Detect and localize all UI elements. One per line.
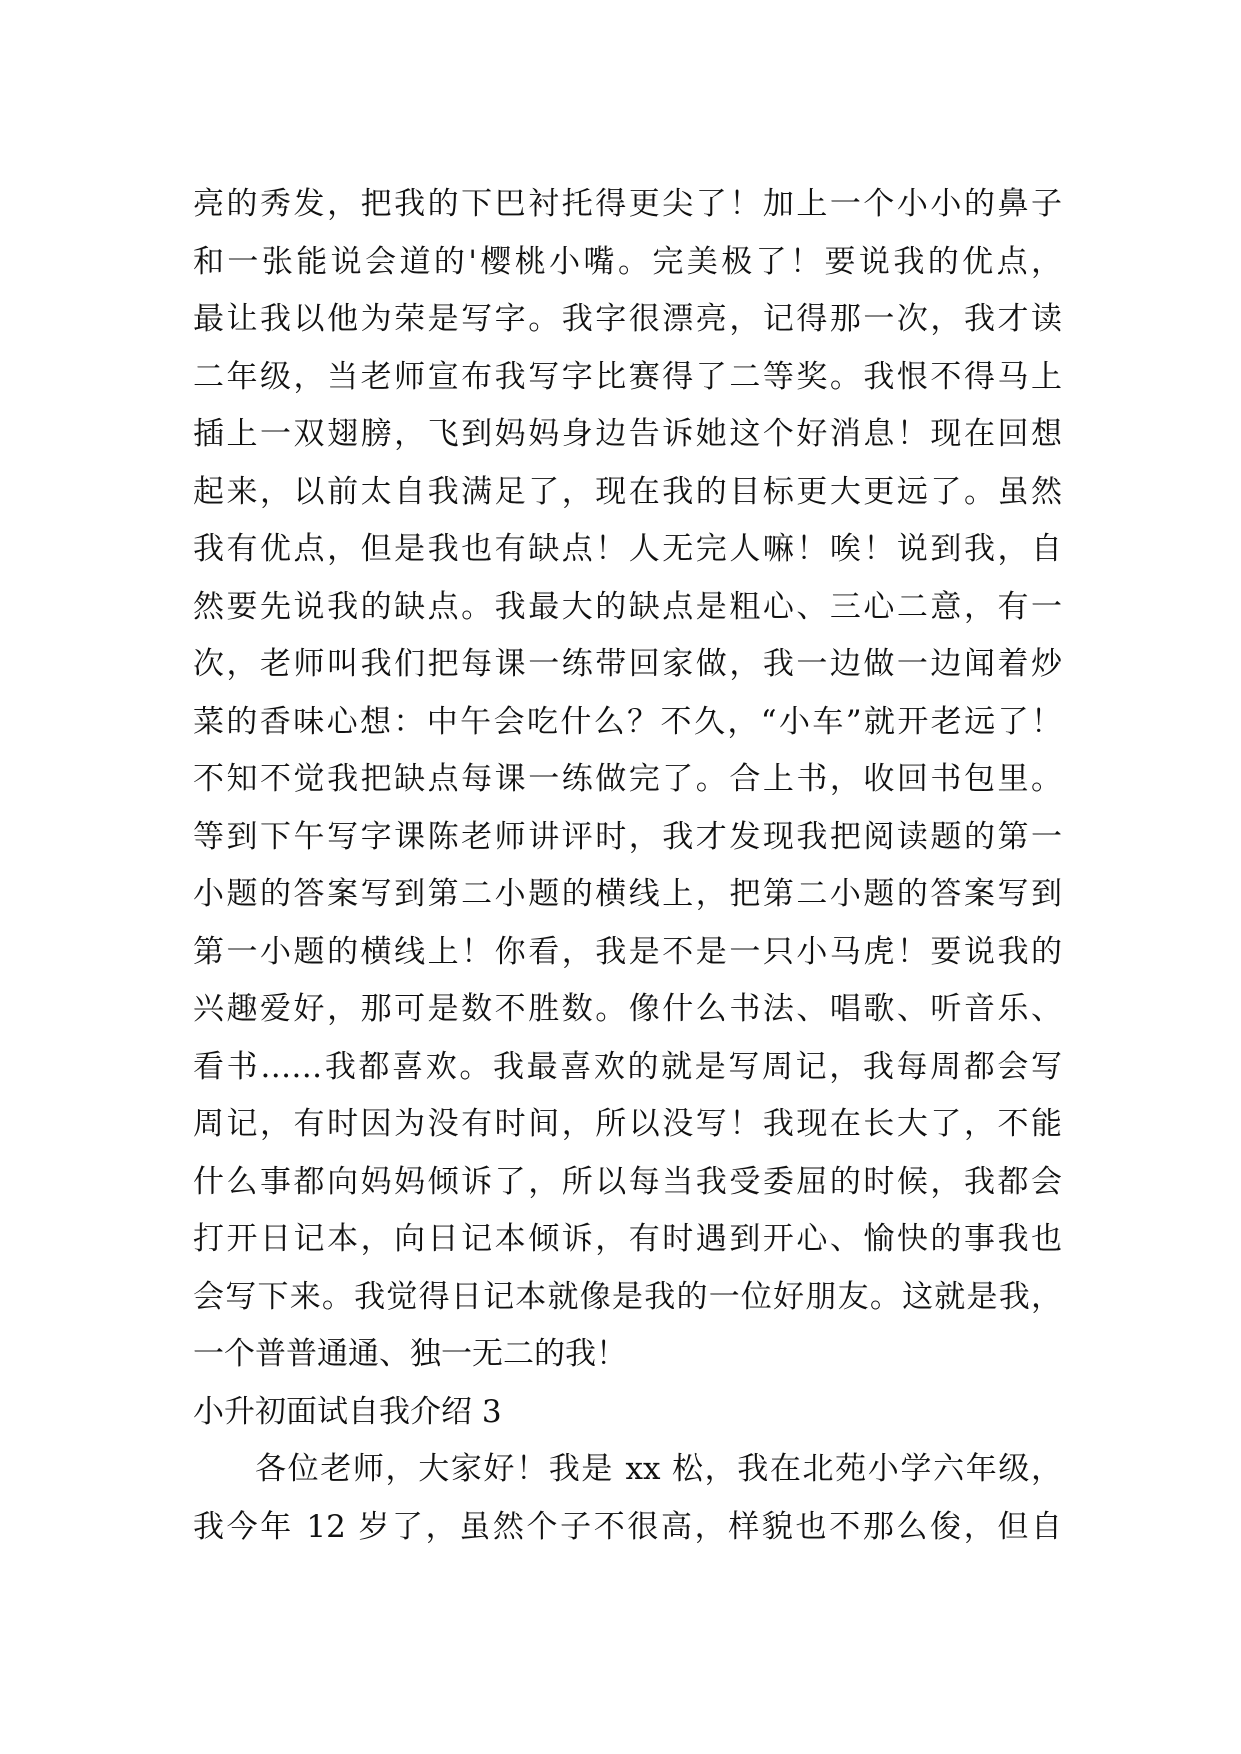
text-line: 次，老师叫我们把每课一练带回家做，我一边做一边闻着炒 [193, 646, 1062, 682]
text-line: 会写下来。我觉得日记本就像是我的一位好朋友。这就是我， [193, 1278, 1062, 1315]
text-line: 看书……我都喜欢。我最喜欢的就是写周记，我每周都会写 [193, 1048, 1062, 1085]
text-line: 不知不觉我把缺点每课一练做完了。合上书，收回书包里。 [193, 761, 1062, 797]
paragraph [193, 1441, 1062, 1556]
text-line: 打开日记本，向日记本倾诉，有时遇到开心、愉快的事我也 [193, 1221, 1062, 1257]
document-body [193, 176, 1062, 1556]
text-line: 最让我以他为荣是写字。我字很漂亮，记得那一次，我才读 [193, 301, 1062, 337]
text-line: 我有优点，但是我也有缺点！人无完人嘛！唉！说到我，自 [193, 531, 1062, 567]
text-line: 起来，以前太自我满足了，现在我的目标更大更远了。虽然 [193, 473, 1062, 510]
text-line: 二年级，当老师宣布我写字比赛得了二等奖。我恨不得马上 [193, 358, 1062, 395]
text-line: 亮的秀发，把我的下巴衬托得更尖了！加上一个小小的鼻子 [193, 186, 1062, 222]
text-line: 然要先说我的缺点。我最大的缺点是粗心、三心二意，有一 [193, 588, 1062, 625]
text-line: 小题的答案写到第二小题的横线上，把第二小题的答案写到 [193, 876, 1062, 912]
text-line: 各位老师，大家好！我是 xx 松，我在北苑小学六年级， [255, 1451, 1062, 1487]
text-line: 周记，有时因为没有时间，所以没写！我现在长大了，不能 [193, 1106, 1062, 1142]
text-line: 等到下午写字课陈老师讲评时，我才发现我把阅读题的第一 [193, 818, 1062, 855]
text-line: 和一张能说会道的'樱桃小嘴。完美极了！要说我的优点， [193, 243, 1062, 280]
text-line: 第一小题的横线上！你看，我是不是一只小马虎！要说我的 [193, 933, 1062, 970]
text-line: 一个普普通通、独一无二的我！ [193, 1336, 627, 1372]
text-line: 插上一双翅膀，飞到妈妈身边告诉她这个好消息！现在回想 [193, 416, 1062, 452]
text-line: 兴趣爱好，那可是数不胜数。像什么书法、唱歌、听音乐、 [193, 991, 1062, 1027]
section-heading: 小升初面试自我介绍 3 [193, 1393, 502, 1430]
text-line: 菜的香味心想：中午会吃什么？不久，“小车”就开老远了！ [193, 703, 1062, 740]
text-line: 我今年 12 岁了，虽然个子不很高，样貌也不那么俊，但自 [193, 1508, 1062, 1545]
text-line: 什么事都向妈妈倾诉了，所以每当我受委屈的时候，我都会 [193, 1163, 1062, 1200]
paragraph [193, 176, 1062, 1384]
